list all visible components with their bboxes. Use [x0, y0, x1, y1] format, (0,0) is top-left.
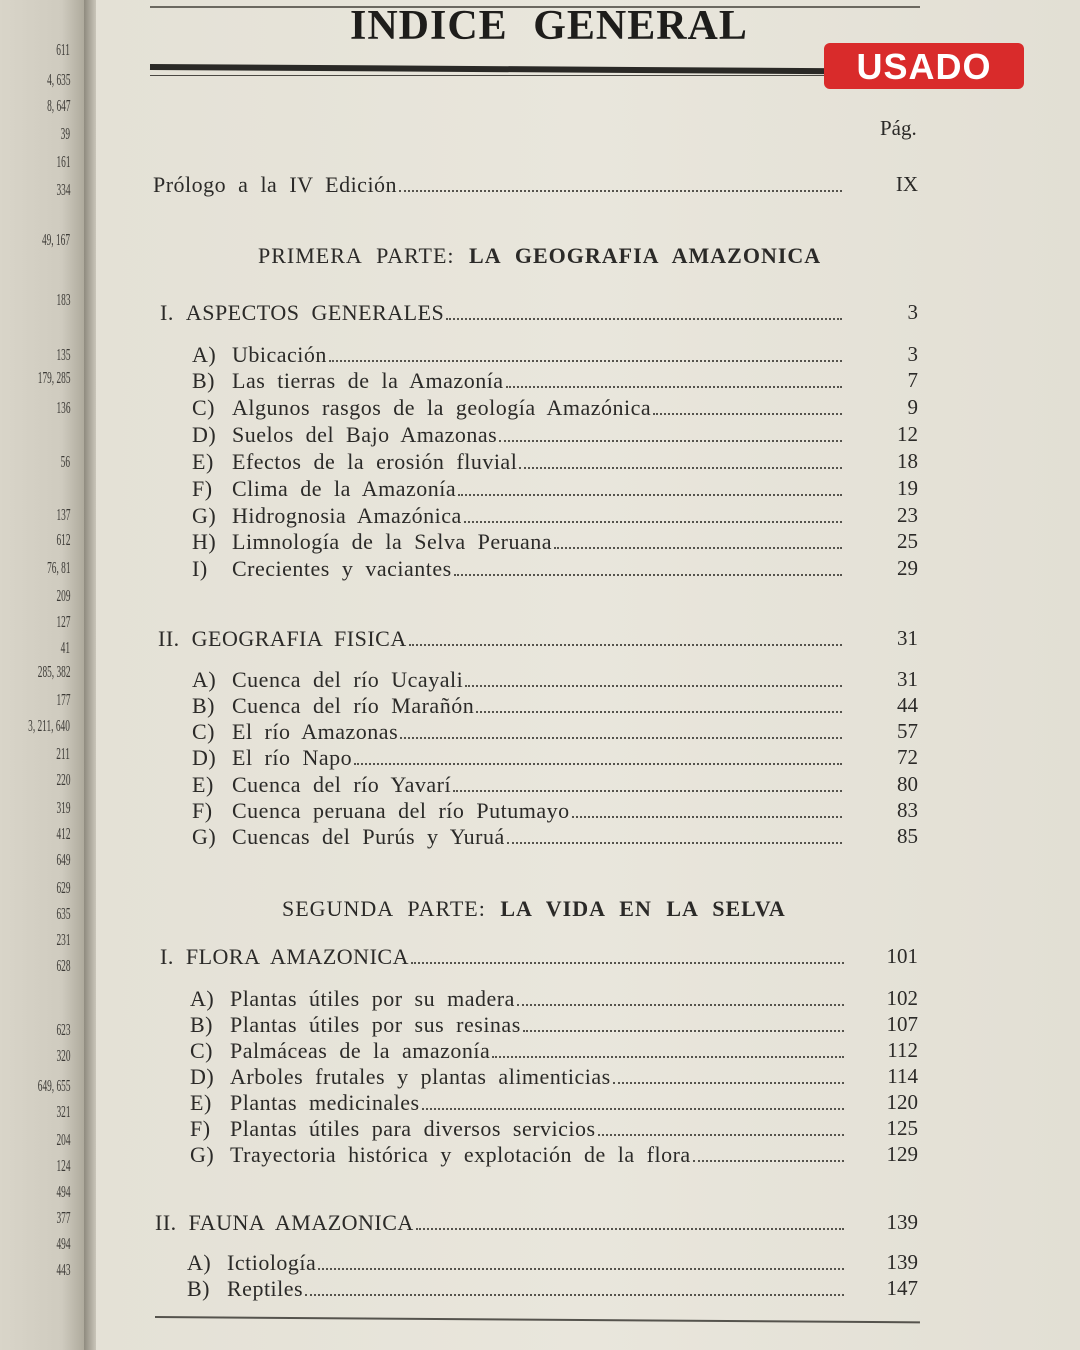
- leader-dots: [409, 644, 842, 646]
- leader-dots: [400, 737, 842, 739]
- item-label: El río Napo: [232, 745, 353, 770]
- leader-dots: [507, 842, 842, 844]
- item-label: Ictiología: [227, 1250, 317, 1275]
- item-label: Trayectoria histórica y explotación de la flora: [230, 1142, 691, 1167]
- item-page: 125: [886, 1116, 918, 1140]
- item-label: Limnología de la Selva Peruana: [232, 529, 553, 554]
- item-page: 9: [907, 395, 918, 419]
- leader-dots: [517, 1004, 844, 1006]
- item-letter: B): [192, 693, 215, 718]
- toc-item: [190, 1064, 848, 1090]
- item-label: El río Amazonas: [232, 719, 399, 744]
- item-page: 72: [897, 745, 918, 769]
- left-page-number: 494: [55, 1234, 70, 1253]
- book-gutter: [84, 0, 96, 1350]
- chapter-page: 101: [886, 944, 918, 968]
- item-letter: C): [190, 1038, 213, 1063]
- toc-item: [192, 693, 846, 719]
- left-page-number: 49, 167: [41, 230, 70, 249]
- left-page-number: 127: [55, 612, 70, 631]
- left-page-number: 377: [55, 1208, 70, 1227]
- leader-dots: [572, 816, 842, 818]
- leader-dots: [465, 685, 842, 687]
- item-page: 139: [886, 1250, 918, 1274]
- left-page-number: 319: [55, 798, 70, 817]
- prologue-label: Prólogo a la IV Edición: [153, 172, 398, 197]
- item-page: 112: [887, 1038, 918, 1062]
- left-page-number: 494: [55, 1182, 70, 1201]
- left-page-number: 76, 81: [46, 558, 70, 577]
- item-label: Plantas útiles por su madera: [230, 986, 515, 1011]
- leader-dots: [399, 190, 842, 192]
- left-page-number: 623: [55, 1020, 70, 1039]
- item-page: 7: [907, 368, 918, 392]
- leader-dots: [453, 790, 842, 792]
- item-letter: C): [192, 395, 215, 420]
- item-label: Ubicación: [232, 342, 327, 367]
- left-page-number: 8, 647: [46, 96, 70, 115]
- prologue-page: IX: [895, 172, 918, 196]
- item-page: 3: [907, 342, 918, 366]
- item-label: Palmáceas de la amazonía: [230, 1038, 491, 1063]
- item-label: Efectos de la erosión fluvial: [232, 449, 518, 474]
- left-page-number: 628: [55, 956, 70, 975]
- leader-dots: [693, 1160, 844, 1162]
- leader-dots: [458, 494, 842, 496]
- leader-dots: [492, 1056, 844, 1058]
- item-page: 80: [897, 772, 918, 796]
- leader-dots: [554, 547, 842, 549]
- item-letter: B): [187, 1276, 210, 1301]
- toc-item: [192, 476, 846, 502]
- item-label: Reptiles: [227, 1276, 304, 1301]
- left-page-number: 183: [55, 290, 70, 309]
- item-page: 44: [897, 693, 918, 717]
- toc-item: [192, 449, 846, 475]
- item-page: 83: [897, 798, 918, 822]
- left-page-number: 320: [55, 1046, 70, 1065]
- leader-dots: [523, 1030, 844, 1032]
- leader-dots: [519, 467, 842, 469]
- toc-item: [190, 1090, 848, 1116]
- chapter-title: ASPECTOS GENERALES: [185, 300, 445, 325]
- leader-dots: [422, 1108, 844, 1110]
- toc-item: [190, 1012, 848, 1038]
- item-page: 129: [886, 1142, 918, 1166]
- leader-dots: [464, 521, 842, 523]
- item-letter: G): [192, 824, 217, 849]
- item-letter: B): [190, 1012, 213, 1037]
- item-page: 31: [897, 667, 918, 691]
- item-letter: D): [192, 745, 217, 770]
- leader-dots: [318, 1268, 844, 1270]
- item-letter: H): [192, 529, 217, 554]
- item-label: Plantas útiles por sus resinas: [230, 1012, 521, 1037]
- left-page-number: 56: [60, 452, 70, 471]
- item-page: 114: [887, 1064, 918, 1088]
- item-letter: A): [187, 1250, 212, 1275]
- toc-item: [190, 1038, 848, 1064]
- left-page-number: 161: [55, 152, 70, 171]
- item-letter: A): [192, 667, 217, 692]
- toc-item: [192, 529, 846, 555]
- leader-dots: [499, 440, 842, 442]
- item-label: Cuenca del río Marañón: [232, 693, 475, 718]
- left-page-number: 220: [55, 770, 70, 789]
- item-label: Plantas medicinales: [230, 1090, 420, 1115]
- toc-chapter: [160, 300, 846, 326]
- toc-item: [192, 824, 846, 850]
- left-page-number: 204: [55, 1130, 70, 1149]
- left-page-number: 635: [55, 904, 70, 923]
- left-page-index-numbers: [0, 0, 70, 1350]
- left-page-number: 612: [55, 530, 70, 549]
- chapter-page: 31: [897, 626, 918, 650]
- item-label: Las tierras de la Amazonía: [232, 368, 504, 393]
- left-page-number: 4, 635: [46, 70, 70, 89]
- toc-item: [192, 342, 846, 368]
- left-page-number: 412: [55, 824, 70, 843]
- part2-heading-title: LA VIDA EN LA SELVA: [500, 896, 786, 921]
- item-letter: F): [190, 1116, 211, 1141]
- toc-item: [192, 368, 846, 394]
- leader-dots: [476, 711, 842, 713]
- item-letter: A): [190, 986, 215, 1011]
- chapter-number: II.: [158, 626, 180, 651]
- left-page-number: 41: [60, 638, 70, 657]
- part2-heading: [282, 896, 786, 922]
- toc-item: [187, 1276, 848, 1302]
- item-page: 57: [897, 719, 918, 743]
- toc-item: [192, 556, 846, 582]
- left-page-number: 3, 211, 640: [28, 716, 70, 735]
- item-page: 102: [886, 986, 918, 1010]
- item-label: Algunos rasgos de la geología Amazónica: [232, 395, 652, 420]
- leader-dots: [354, 763, 842, 765]
- item-letter: E): [192, 772, 214, 797]
- toc-item: [190, 1142, 848, 1168]
- item-page: 29: [897, 556, 918, 580]
- left-page-number: 124: [55, 1156, 70, 1175]
- part1-heading: [258, 243, 821, 269]
- item-label: Plantas útiles para diversos servicios: [230, 1116, 596, 1141]
- item-label: Cuenca del río Yavarí: [232, 772, 452, 797]
- leader-dots: [506, 386, 842, 388]
- item-letter: C): [192, 719, 215, 744]
- left-page-number: 209: [55, 586, 70, 605]
- leader-dots: [598, 1134, 844, 1136]
- item-letter: F): [192, 476, 213, 501]
- leader-dots: [613, 1082, 844, 1084]
- item-page: 12: [897, 422, 918, 446]
- toc-chapter: [155, 1210, 848, 1236]
- left-page-number: 334: [55, 180, 70, 199]
- item-label: Hidrognosia Amazónica: [232, 503, 462, 528]
- left-page-number: 443: [55, 1260, 70, 1279]
- chapter-page: 139: [886, 1210, 918, 1234]
- toc-item: [187, 1250, 848, 1276]
- item-page: 147: [886, 1276, 918, 1300]
- toc-item: [190, 1116, 848, 1142]
- toc-item: [192, 422, 846, 448]
- item-letter: F): [192, 798, 213, 823]
- left-page: [0, 0, 88, 1350]
- left-page-number: 211: [56, 744, 70, 763]
- part1-heading-prefix: PRIMERA PARTE:: [258, 243, 455, 268]
- used-badge: USADO: [824, 43, 1024, 89]
- left-page-number: 611: [56, 40, 70, 59]
- item-letter: G): [190, 1142, 215, 1167]
- title-thin-rule: [150, 75, 840, 76]
- item-label: Cuencas del Purús y Yuruá: [232, 824, 505, 849]
- item-page: 107: [886, 1012, 918, 1036]
- toc-item: [192, 503, 846, 529]
- leader-dots: [454, 574, 842, 576]
- chapter-page: 3: [907, 300, 918, 324]
- page-column-label: Pág.: [880, 116, 917, 140]
- chapter-number: I.: [160, 944, 174, 969]
- item-label: Cuenca peruana del río Putumayo: [232, 798, 570, 823]
- item-letter: E): [190, 1090, 212, 1115]
- item-page: 120: [886, 1090, 918, 1114]
- item-letter: E): [192, 449, 214, 474]
- item-label: Clima de la Amazonía: [232, 476, 457, 501]
- left-page-number: 629: [55, 878, 70, 897]
- left-page-number: 285, 382: [37, 662, 70, 681]
- toc-chapter: [158, 626, 846, 652]
- chapter-title: FLORA AMAZONICA: [185, 944, 409, 969]
- toc-chapter: [160, 944, 848, 970]
- toc-item: [192, 395, 846, 421]
- part1-heading-title: LA GEOGRAFIA AMAZONICA: [469, 243, 822, 268]
- item-page: 23: [897, 503, 918, 527]
- leader-dots: [653, 413, 842, 415]
- leader-dots: [329, 360, 842, 362]
- left-page-number: 39: [60, 124, 70, 143]
- item-label: Suelos del Bajo Amazonas: [232, 422, 498, 447]
- item-page: 85: [897, 824, 918, 848]
- item-page: 19: [897, 476, 918, 500]
- left-page-number: 231: [55, 930, 70, 949]
- item-page: 18: [897, 449, 918, 473]
- part2-heading-prefix: SEGUNDA PARTE:: [282, 896, 486, 921]
- item-label: Cuenca del río Ucayali: [232, 667, 464, 692]
- chapter-number: I.: [160, 300, 174, 325]
- page-title: INDICE GENERAL: [350, 3, 748, 49]
- leader-dots: [411, 962, 844, 964]
- left-page-number: 137: [55, 505, 70, 524]
- item-letter: G): [192, 503, 217, 528]
- toc-item: [192, 798, 846, 824]
- chapter-number: II.: [155, 1210, 177, 1235]
- toc-item: [192, 719, 846, 745]
- item-label: Crecientes y vaciantes: [232, 556, 452, 581]
- left-page-number: 136: [55, 398, 70, 417]
- item-letter: D): [190, 1064, 215, 1089]
- item-letter: A): [192, 342, 217, 367]
- item-letter: B): [192, 368, 215, 393]
- item-letter: I): [192, 556, 208, 581]
- toc-item: [192, 772, 846, 798]
- chapter-title: FAUNA AMAZONICA: [188, 1210, 414, 1235]
- leader-dots: [305, 1294, 844, 1296]
- item-letter: D): [192, 422, 217, 447]
- left-page-number: 179, 285: [37, 368, 70, 387]
- leader-dots: [446, 318, 842, 320]
- item-page: 25: [897, 529, 918, 553]
- leader-dots: [416, 1228, 844, 1230]
- left-page-number: 649, 655: [37, 1076, 70, 1095]
- left-page-number: 321: [55, 1102, 70, 1121]
- toc-item: [192, 745, 846, 771]
- toc-item: [190, 986, 848, 1012]
- item-label: Arboles frutales y plantas alimenticias: [230, 1064, 611, 1089]
- left-page-number: 649: [55, 850, 70, 869]
- left-page-number: 177: [55, 690, 70, 709]
- toc-item: [192, 667, 846, 693]
- toc-prologue: [153, 172, 846, 198]
- left-page-number: 135: [55, 345, 70, 364]
- chapter-title: GEOGRAFIA FISICA: [191, 626, 407, 651]
